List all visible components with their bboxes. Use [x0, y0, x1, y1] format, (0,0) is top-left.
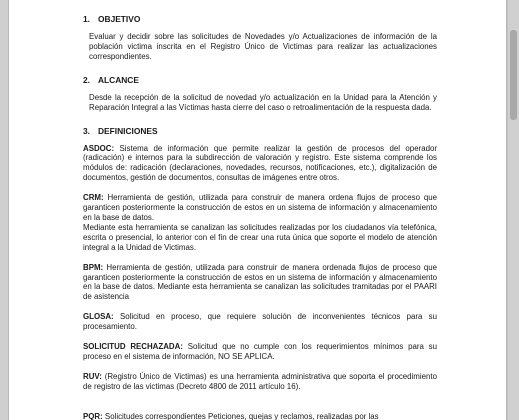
paragraph: Desde la recepción de la solicitud de novedad y/o actualización en la Unidad para la Atención y Reparación Integral a las Víctimas hasta cierre del caso o retroalimentación de la respuesta dada.	[89, 92, 437, 112]
section-heading-definiciones	[83, 126, 437, 137]
definition-text: (Registro Único de Victimas) es una herramienta administrativa que soporta el procedimiento de registro de las victimas (Decreto 4800 de 2011 artículo 16).	[83, 371, 437, 391]
section-heading-alcance	[83, 75, 437, 86]
definition-term: RUV:	[83, 371, 102, 381]
definition-crm-extra	[83, 223, 437, 253]
section-title: DEFINICIONES	[98, 125, 158, 136]
document-page	[8, 0, 507, 420]
definition-crm	[83, 193, 437, 223]
definition-bpm	[83, 263, 437, 303]
section-number: 2.	[83, 74, 90, 85]
definition-asdoc	[83, 144, 437, 184]
definition-term: CRM:	[83, 193, 104, 203]
page-content	[83, 14, 437, 420]
definition-term: BPM:	[83, 262, 104, 272]
scrollbar-thumb[interactable]	[510, 30, 517, 120]
section-number: 1.	[83, 14, 90, 24]
definition-text: Solicitudes correspondientes Peticiones, quejas y reclamos, realizadas por las	[102, 411, 379, 420]
definition-text: Herramienta de gestión, utilizada para construir de manera ordena flujos de proceso que garanticen posteriormente la construcción de estos en un sistema de información y almacenamiento en la base de datos.	[83, 193, 437, 222]
section-body-objetivo	[83, 32, 437, 62]
definition-text: Solicitud en proceso, que requiere solución de inconvenientes técnicos para su procesamiento.	[83, 312, 437, 332]
section-heading-objetivo	[83, 14, 437, 25]
definition-term: PQR:	[83, 411, 103, 420]
definition-term: GLOSA:	[83, 312, 114, 322]
definition-ruv	[83, 372, 437, 392]
section-body-alcance	[83, 93, 437, 113]
section-number: 3.	[83, 125, 90, 136]
paragraph: Evaluar y decidir sobre las solicitudes de Novedades y/o Actualizaciones de información de la población victima inscrita en el Registro Único de Victimas para realizar las actualizaciones correspondientes.	[89, 32, 437, 61]
viewer-margin	[0, 0, 8, 420]
definition-text-extra: Mediante esta herramienta se canalizan las solicitudes realizadas por los ciudadanos vía telefónica, escrita o presencial, lo anterior con el fin de crear una ruta única que soporte el modelo de atención integral a la Unidad de Victimas.	[83, 222, 437, 252]
definition-text: Sistema de información que permite realizar la gestión de procesos del operador (radicación) e internos para la subdirección de valoración y registro. Este sistema comprende los módulos de: radicación (declaraciones, novedades, recursos, notificaciones, etc.), digitalización de documentos, gestión de documentos, consultas de imágenes entre otros.	[83, 143, 437, 183]
definition-glosa	[83, 312, 437, 332]
definition-term: ASDOC:	[83, 143, 115, 153]
section-title: OBJETIVO	[98, 14, 141, 24]
definition-pqr	[83, 412, 437, 420]
definition-text: Solicitud que no cumple con los requerimientos mínimos para su proceso en el sistema de información, NO SE APLICA.	[83, 342, 437, 361]
definition-solicitud-rechazada	[83, 342, 437, 362]
section-title: ALCANCE	[98, 74, 139, 85]
definition-term: SOLICITUD RECHAZADA:	[83, 342, 183, 352]
vertical-scrollbar[interactable]	[507, 0, 519, 420]
definition-text: Herramienta de gestión, utilizada para construir de manera ordenada flujos de proceso que garanticen posteriormente la construcción de estos en un sistema de información y almacenamiento en la base de datos. Mediante esta herramienta se canalizan las solicitudes tramitadas por el PAARI de asistencia	[83, 262, 437, 302]
